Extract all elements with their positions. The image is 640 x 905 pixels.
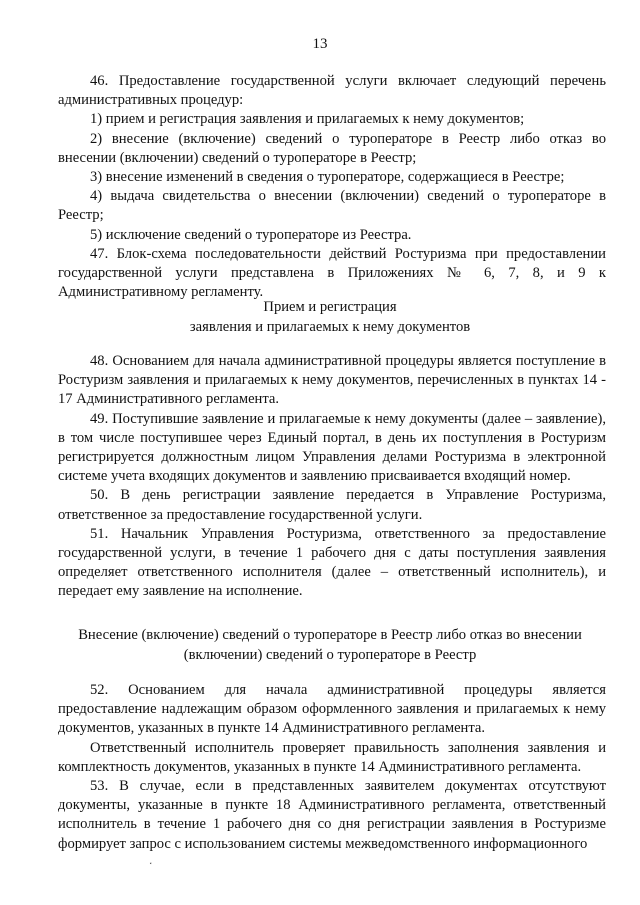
heading-line-2: (включении) сведений о туроператоре в Реестр <box>183 646 477 663</box>
section-heading-reception <box>40 298 620 337</box>
list-item-1: 1) прием и регистрация заявления и прилагаемых к нему документов; <box>90 111 525 128</box>
paragraph-48: 48. Основанием для начала административной процедуры является поступление в Ростуризм заявления и прилагаемых к нему документов, перечисленных в пунктах 14 - 17 Административного регламента. <box>58 353 606 408</box>
paragraph-51: 51. Начальник Управления Ростуризма, ответственного за предоставление государственной услуги, в течение 1 рабочего дня с даты поступления заявления определяет ответственного исполнителя (далее – ответственный исполнитель), и передает ему заявление на исполнение. <box>58 525 606 600</box>
paragraph-46: 46. Предоставление государственной услуги включает следующий перечень административных процедур: <box>58 73 606 109</box>
heading-line-1: Внесение (включение) сведений о туроператоре в Реестр либо отказ во внесении <box>78 627 582 643</box>
list-item-5: 5) исключение сведений о туроператоре из Реестра. <box>90 226 412 243</box>
paragraph-47: 47. Блок-схема последовательности действий Ростуризма при предоставлении государственной услуги представлена в Приложениях № 6, 7, 8, и 9 к Административному регламенту. <box>58 245 606 301</box>
registry-section <box>58 681 606 854</box>
page-number: 13 <box>312 36 328 52</box>
paragraph-49: 49. Поступившие заявление и прилагаемые к нему документы (далее – заявление), в том числе поступившее через Единый портал, в день их поступления в Ростуризм регистрируется должностным лицом Управления делами Ростуризма в электронной системе учета входящих документов и заявлению присваивается входящий номер. <box>58 410 606 485</box>
procedures-list <box>58 72 606 302</box>
heading-line-1: Прием и регистрация <box>263 299 397 315</box>
list-item-4: 4) выдача свидетельства о внесении (включении) сведений о туроператоре в Реестр; <box>58 188 606 224</box>
section-heading-registry <box>40 626 620 665</box>
scan-artifact: ⸼ <box>150 854 153 864</box>
reception-section <box>58 352 606 602</box>
paragraph-52: 52. Основанием для начала административной процедуры является предоставление надлежащим образом оформленного заявления и прилагаемых к нему документов, указанных в пункте 14 Административного регламента. <box>58 682 606 737</box>
paragraph-50: 50. В день регистрации заявление передается в Управление Ростуризма, ответственное за предоставление государственной услуги. <box>58 487 606 523</box>
list-item-3: 3) внесение изменений в сведения о туроператоре, содержащиеся в Реестре; <box>90 169 565 186</box>
paragraph-responsible: Ответственный исполнитель проверяет правильность заполнения заявления и комплектность документов, указанных в пункте 14 Административного регламента. <box>58 739 606 775</box>
heading-line-2: заявления и прилагаемых к нему документов <box>189 318 471 335</box>
list-item-2: 2) внесение (включение) сведений о туроператоре в Реестр либо отказ во внесении (включении) сведений о туроператоре в Реестр; <box>58 130 606 166</box>
paragraph-53: 53. В случае, если в представленных заявителем документах отсутствуют документы, указанные в пункте 18 Административного регламента, ответственный исполнитель в течение 1 рабочего дня со дня регистрации заявления в Ростуризме формирует запрос с использованием системы межведомственного информационного <box>58 778 606 852</box>
